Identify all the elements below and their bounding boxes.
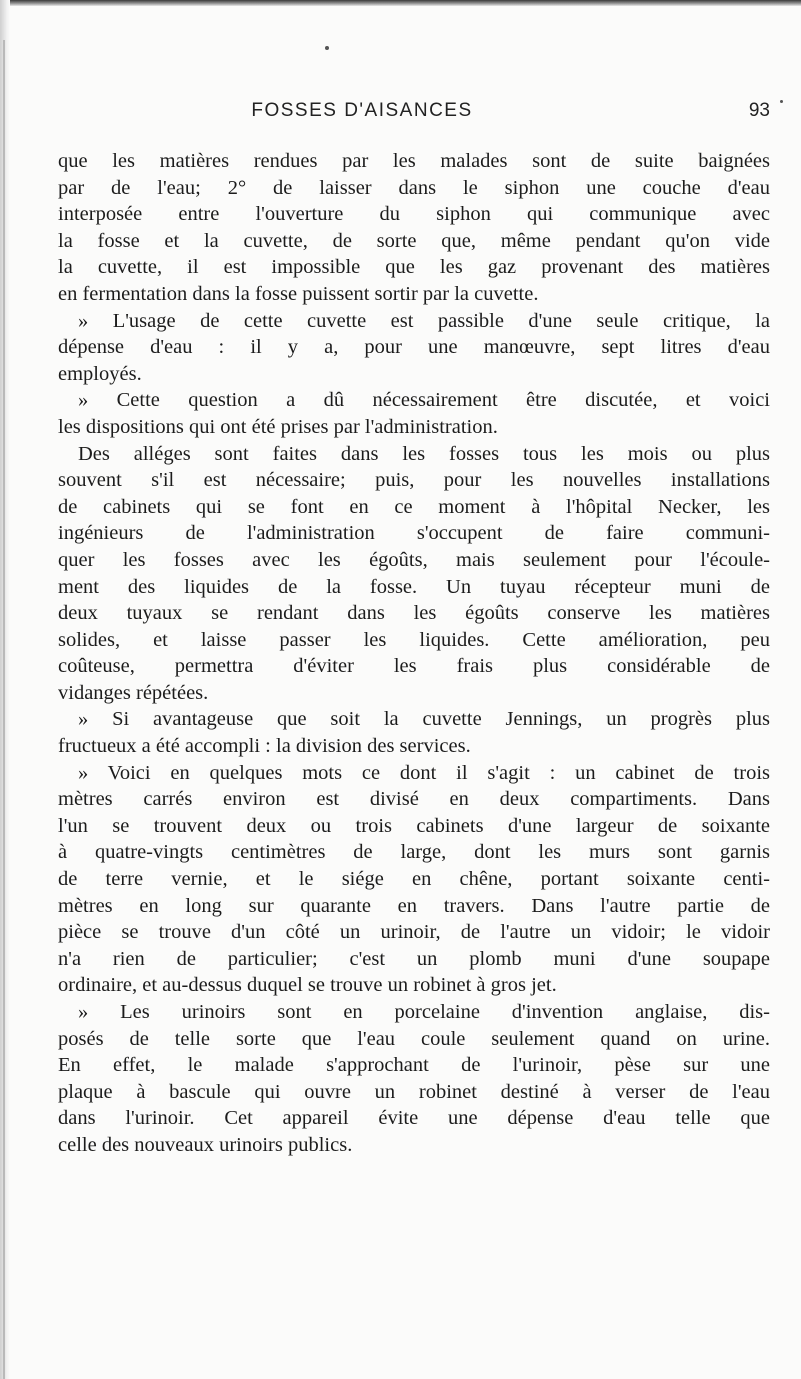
text-line: en fermentation dans la fosse puissent sortir par la cuvette. [58,282,539,305]
text-line: la cuvette, il est impossible que les gaz provenant des matières [58,256,770,279]
text-line: En effet, le malade s'approchant de l'urinoir, pèse sur une [58,1054,770,1077]
ink-speck [325,46,329,50]
text-line: ment des liquides de la fosse. Un tuyau récepteur muni de [58,575,770,598]
body-text [58,148,770,1159]
text-line: pièce se trouve d'un côté un urinoir, de l'autre un vidoir; le vidoir [58,921,770,944]
page-number: 93 [748,100,770,121]
text-line: » Les urinoirs sont en porcelaine d'invention anglaise, dis- [78,1001,770,1023]
text-line: ordinaire, et au-dessus duquel se trouve un robinet à gros jet. [58,974,557,997]
text-line: » Si avantageuse que soit la cuvette Jennings, un progrès plus [78,708,770,731]
text-line: ingénieurs de l'administration s'occupent de faire communi- [58,522,770,545]
text-line: deux tuyaux se rendant dans les égoûts conserve les matières [58,602,770,625]
text-line: souvent s'il est nécessaire; puis, pour les nouvelles installations [58,469,770,492]
text-line: mètres en long sur quarante en travers. Dans l'autre partie de [58,894,770,917]
text-line: la fosse et la cuvette, de sorte que, même pendant qu'on vide [58,229,770,252]
top-edge-shadow [0,0,801,6]
text-line: posés de telle sorte que l'eau coule seulement quand on urine. [58,1027,770,1050]
text-line: vidanges répétées. [58,681,209,704]
text-line: plaque à bascule qui ouvre un robinet destiné à verser de l'eau [58,1080,770,1103]
binding-edge-line [3,40,5,1379]
running-title: FOSSES D'AISANCES [251,100,473,121]
text-line: solides, et laisse passer les liquides. Cette amélioration, peu [58,628,770,651]
text-line: » L'usage de cette cuvette est passible d'une seule critique, la [78,309,770,332]
text-line: Des alléges sont faites dans les fosses tous les mois ou plus [78,442,770,465]
text-line: dépense d'eau : il y a, pour une manœuvre, sept litres d'eau [58,336,770,359]
text-line: » Voici en quelques mots ce dont il s'agit : un cabinet de trois [78,761,770,784]
text-line: quer les fosses avec les égoûts, mais seulement pour l'écoule- [58,548,770,571]
text-line: fructueux a été accompli : la division des services. [58,735,471,758]
text-line: dans l'urinoir. Cet appareil évite une dépense d'eau telle que [58,1107,770,1130]
running-head [0,100,801,130]
text-line: de cabinets qui se font en ce moment à l'hôpital Necker, les [58,495,770,518]
text-line: que les matières rendues par les malades sont de suite baignées [58,150,770,172]
binding-edge [0,0,10,1379]
text-line: coûteuse, permettra d'éviter les frais plus considérable de [58,655,770,678]
text-line: employés. [58,362,142,385]
text-line: à quatre-vingts centimètres de large, dont les murs sont garnis [58,841,770,864]
text-line: » Cette question a dû nécessairement être discutée, et voici [78,389,770,412]
text-line: par de l'eau; 2° de laisser dans le siphon une couche d'eau [58,176,770,199]
text-line: de terre vernie, et le siége en chêne, portant soixante centi- [58,868,770,891]
text-line: n'a rien de particulier; c'est un plomb muni d'une soupape [58,947,770,970]
text-line: l'un se trouvent deux ou trois cabinets d'une largeur de soixante [58,814,770,837]
text-line: interposée entre l'ouverture du siphon qui communique avec [58,203,770,226]
text-line: les dispositions qui ont été prises par l'administration. [58,415,498,438]
text-line: celle des nouveaux urinoirs publics. [58,1133,353,1156]
text-line: mètres carrés environ est divisé en deux compartiments. Dans [58,788,770,811]
